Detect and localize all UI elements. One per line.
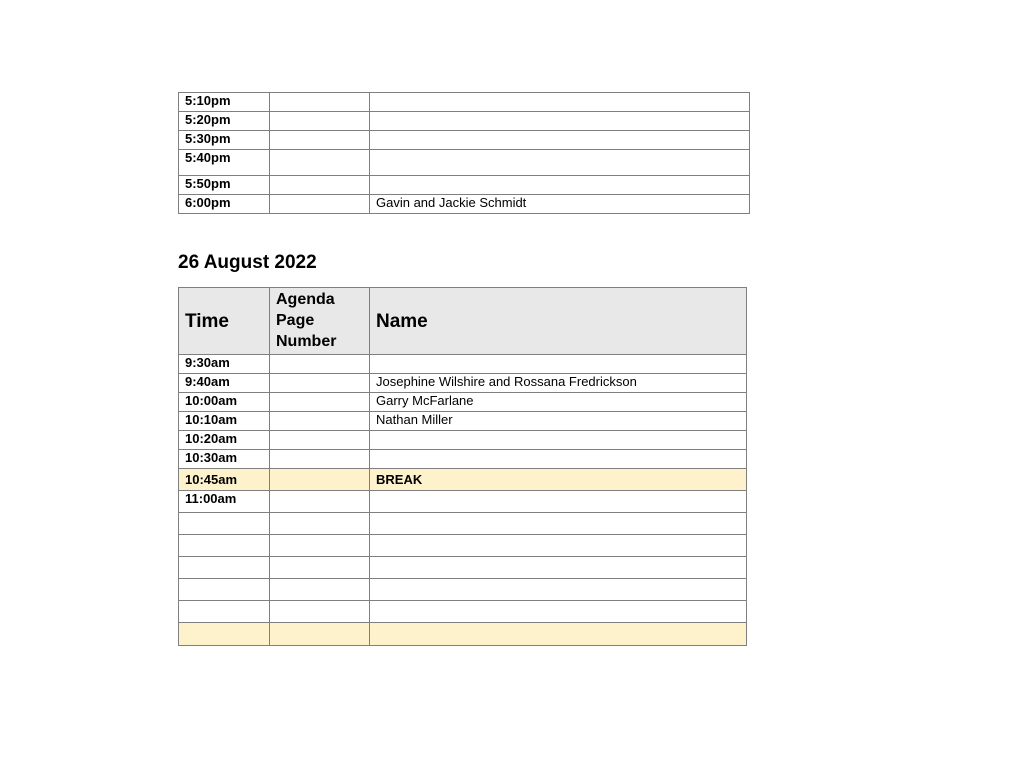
- empty-cell: [270, 557, 370, 579]
- header-name: Name: [370, 288, 747, 355]
- empty-cell: [270, 601, 370, 623]
- table-row: [179, 195, 750, 214]
- empty-cell: [370, 579, 747, 601]
- name-cell: [370, 176, 750, 195]
- page-cell: [270, 450, 370, 469]
- empty-row: [179, 579, 747, 601]
- time-cell: 10:45am: [179, 469, 270, 491]
- empty-row: [179, 535, 747, 557]
- time-cell: 9:40am: [179, 374, 270, 393]
- table-row: [179, 176, 750, 195]
- table-row: [179, 93, 750, 112]
- empty-cell: [179, 623, 270, 646]
- table-row: [179, 491, 747, 513]
- page-cell: [270, 412, 370, 431]
- header-agenda-line: Agenda: [276, 291, 335, 308]
- empty-cell: [179, 579, 270, 601]
- date-heading: 26 August 2022: [178, 252, 317, 273]
- header-time: Time: [179, 288, 270, 355]
- page-cell: [270, 355, 370, 374]
- time-cell: 5:50pm: [179, 176, 270, 195]
- time-cell: 11:00am: [179, 491, 270, 513]
- table-row: [179, 112, 750, 131]
- page-cell: [270, 374, 370, 393]
- break-row: [179, 469, 747, 491]
- empty-cell: [370, 623, 747, 646]
- empty-cell: [179, 535, 270, 557]
- page-cell: [270, 393, 370, 412]
- time-cell: 5:10pm: [179, 93, 270, 112]
- name-cell: [370, 93, 750, 112]
- page-cell: [270, 93, 370, 112]
- page-cell: [270, 195, 370, 214]
- name-cell: Nathan Miller: [370, 412, 747, 431]
- table-row: [179, 131, 750, 150]
- time-cell: 6:00pm: [179, 195, 270, 214]
- empty-cell: [370, 535, 747, 557]
- name-cell: [370, 431, 747, 450]
- table-row: [179, 355, 747, 374]
- time-cell: 5:20pm: [179, 112, 270, 131]
- empty-cell: [179, 557, 270, 579]
- empty-row: [179, 601, 747, 623]
- header-number-line: Number: [276, 333, 337, 350]
- page-cell: [270, 176, 370, 195]
- empty-cell: [270, 513, 370, 535]
- page-cell: [270, 112, 370, 131]
- page-cell: [270, 431, 370, 450]
- empty-cell: [179, 601, 270, 623]
- empty-cell: [370, 513, 747, 535]
- empty-cell: [370, 557, 747, 579]
- time-cell: 10:10am: [179, 412, 270, 431]
- time-cell: 10:00am: [179, 393, 270, 412]
- page-cell: [270, 131, 370, 150]
- time-cell: 9:30am: [179, 355, 270, 374]
- header-page-line: Page: [276, 312, 315, 329]
- name-cell: [370, 450, 747, 469]
- table-row: [179, 374, 747, 393]
- name-cell: Gavin and Jackie Schmidt: [370, 195, 750, 214]
- table-row: [179, 150, 750, 176]
- empty-cell: [270, 579, 370, 601]
- empty-cell: [179, 513, 270, 535]
- table-header-row: [179, 288, 747, 355]
- page-cell: [270, 150, 370, 176]
- name-cell: Garry McFarlane: [370, 393, 747, 412]
- name-cell: [370, 131, 750, 150]
- table-row: [179, 412, 747, 431]
- name-cell: [370, 355, 747, 374]
- schedule-table: [178, 287, 747, 646]
- name-cell: Josephine Wilshire and Rossana Fredrickson: [370, 374, 747, 393]
- page-cell: [270, 491, 370, 513]
- header-agenda-page-number: [270, 288, 370, 355]
- table-row: [179, 393, 747, 412]
- empty-row: [179, 513, 747, 535]
- schedule-table-continued: [178, 92, 750, 214]
- empty-cell: [270, 535, 370, 557]
- page-cell: [270, 469, 370, 491]
- empty-cell: [270, 623, 370, 646]
- table-row: [179, 450, 747, 469]
- empty-highlight-row: [179, 623, 747, 646]
- name-cell: [370, 491, 747, 513]
- empty-row: [179, 557, 747, 579]
- time-cell: 10:20am: [179, 431, 270, 450]
- table-row: [179, 431, 747, 450]
- time-cell: 5:40pm: [179, 150, 270, 176]
- name-cell: BREAK: [370, 469, 747, 491]
- name-cell: [370, 150, 750, 176]
- name-cell: [370, 112, 750, 131]
- time-cell: 5:30pm: [179, 131, 270, 150]
- time-cell: 10:30am: [179, 450, 270, 469]
- empty-cell: [370, 601, 747, 623]
